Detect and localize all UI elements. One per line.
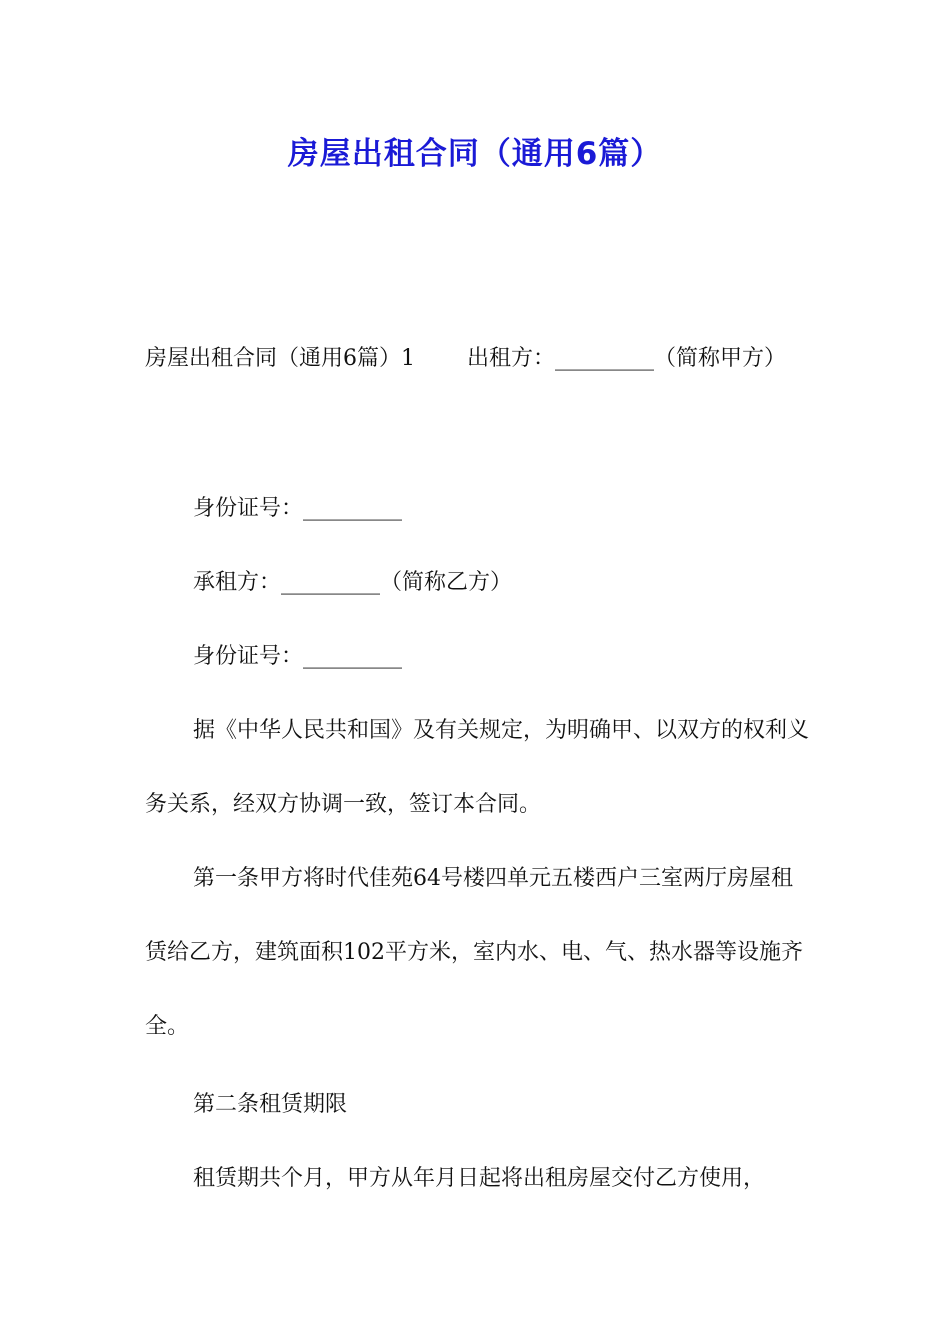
paragraph-lessee: 承租方：_________（简称乙方）	[193, 570, 513, 595]
paragraph-article-2-heading: 第二条租赁期限	[193, 1092, 348, 1117]
paragraph-lessee-id: 身份证号：_________	[193, 644, 403, 669]
paragraph-article-1: 第一条甲方将时代佳苑64号楼四单元五楼西户三室两厅房屋租赁给乙方，建筑面积102平方米，室内水、电、气、热水器等设施齐全。	[145, 866, 803, 1039]
paragraph-lessor-id: 身份证号：_________	[193, 496, 403, 521]
paragraph-lease-term: 租赁期共个月，甲方从年月日起将出租房屋交付乙方使用，	[193, 1166, 766, 1191]
contract-heading-1: 房屋出租合同（通用6篇）1	[145, 346, 415, 371]
paragraph-intro	[145, 322, 813, 396]
document-title: 房屋出租合同（通用6篇）	[287, 136, 663, 172]
lessor-line: 出租方：_________（简称甲方）	[467, 346, 787, 371]
paragraph-preamble: 据《中华人民共和国》及有关规定，为明确甲、以双方的权利义务关系，经双方协调一致，签订本合同。	[145, 718, 810, 817]
